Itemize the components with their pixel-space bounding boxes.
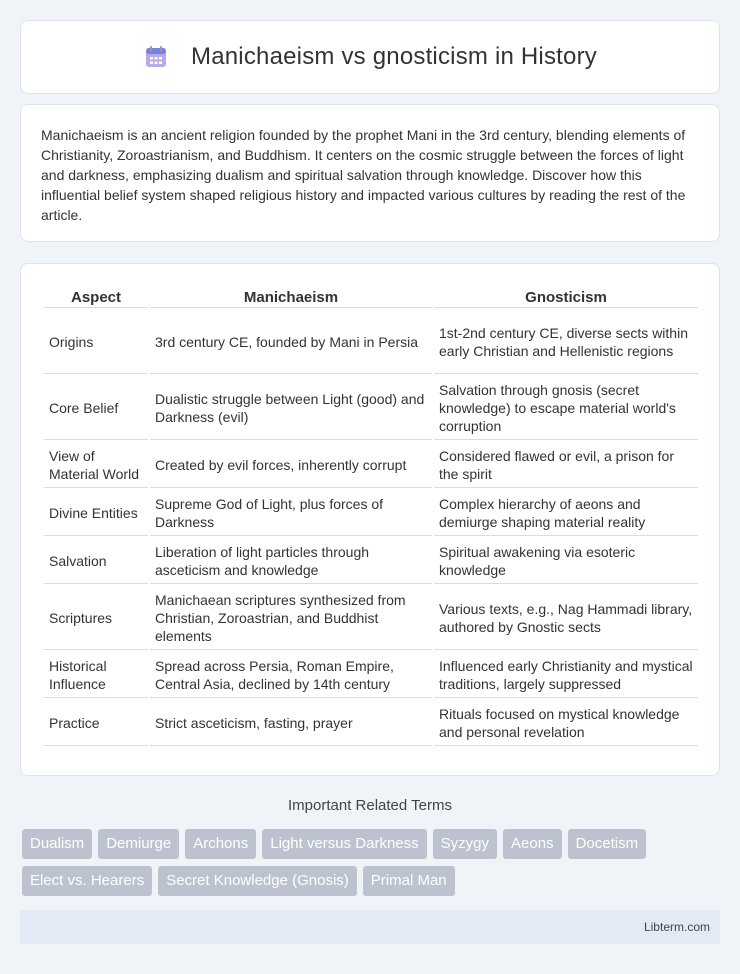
table-cell-manichaeism: Dualistic struggle between Light (good) and Darkness (evil) xyxy=(150,376,432,440)
table-cell-manichaeism: Created by evil forces, inherently corrupt xyxy=(150,442,432,488)
table-cell-aspect: Core Belief xyxy=(44,376,148,440)
calendar-icon xyxy=(143,44,169,70)
table-cell-gnosticism: 1st-2nd century CE, diverse sects within early Christian and Hellenistic regions xyxy=(434,310,698,374)
related-term-tag[interactable]: Dualism xyxy=(22,829,92,859)
footer xyxy=(20,910,720,944)
header-card xyxy=(20,20,720,94)
table-row xyxy=(44,376,698,440)
table-row xyxy=(44,586,698,650)
table-cell-gnosticism: Salvation through gnosis (secret knowledge) to escape material world's corruption xyxy=(434,376,698,440)
comparison-card xyxy=(20,263,720,776)
table-cell-aspect: Practice xyxy=(44,700,148,746)
table-header-row xyxy=(44,286,698,308)
intro-text: Manichaeism is an ancient religion founded by the prophet Mani in the 3rd century, blending elements of Christianity, Zoroastrianism, and Buddhism. It centers on the cosmic struggle between the forces of light and darkness, emphasizing dualism and spiritual salvation through knowledge. Discover how this influential belief system shaped religious history and impacted various cultures by reading the rest of the article. xyxy=(41,127,686,223)
related-term-tag[interactable]: Light versus Darkness xyxy=(262,829,426,859)
column-header-manichaeism: Manichaeism xyxy=(150,286,432,308)
table-row xyxy=(44,442,698,488)
table-cell-aspect: Origins xyxy=(44,310,148,374)
table-row xyxy=(44,310,698,374)
related-term-tag[interactable]: Demiurge xyxy=(98,829,179,859)
related-term-tag[interactable]: Primal Man xyxy=(363,866,455,896)
table-cell-gnosticism: Complex hierarchy of aeons and demiurge shaping material reality xyxy=(434,490,698,536)
comparison-table xyxy=(42,284,700,748)
table-cell-manichaeism: Supreme God of Light, plus forces of Darkness xyxy=(150,490,432,536)
table-row xyxy=(44,490,698,536)
table-cell-aspect: Divine Entities xyxy=(44,490,148,536)
related-terms-list xyxy=(22,829,722,896)
table-cell-aspect: Historical Influence xyxy=(44,652,148,698)
table-cell-aspect: Scriptures xyxy=(44,586,148,650)
table-cell-manichaeism: 3rd century CE, founded by Mani in Persia xyxy=(150,310,432,374)
table-cell-gnosticism: Various texts, e.g., Nag Hammadi library, authored by Gnostic sects xyxy=(434,586,698,650)
column-header-aspect: Aspect xyxy=(44,286,148,308)
related-terms-title: Important Related Terms xyxy=(288,797,452,814)
page-title: Manichaeism vs gnosticism in History xyxy=(191,43,597,70)
table-cell-aspect: View of Material World xyxy=(44,442,148,488)
related-term-tag[interactable]: Docetism xyxy=(568,829,647,859)
table-row xyxy=(44,538,698,584)
table-cell-gnosticism: Considered flawed or evil, a prison for the spirit xyxy=(434,442,698,488)
table-cell-manichaeism: Strict asceticism, fasting, prayer xyxy=(150,700,432,746)
table-cell-gnosticism: Influenced early Christianity and mystical traditions, largely suppressed xyxy=(434,652,698,698)
footer-site-link[interactable]: Libterm.com xyxy=(643,920,710,934)
related-term-tag[interactable]: Archons xyxy=(185,829,256,859)
related-term-tag[interactable]: Secret Knowledge (Gnosis) xyxy=(158,866,357,896)
table-row xyxy=(44,652,698,698)
table-cell-gnosticism: Rituals focused on mystical knowledge and personal revelation xyxy=(434,700,698,746)
table-cell-manichaeism: Manichaean scriptures synthesized from Christian, Zoroastrian, and Buddhist elements xyxy=(150,586,432,650)
table-row xyxy=(44,700,698,746)
related-term-tag[interactable]: Elect vs. Hearers xyxy=(22,866,152,896)
table-cell-manichaeism: Spread across Persia, Roman Empire, Central Asia, declined by 14th century xyxy=(150,652,432,698)
table-cell-gnosticism: Spiritual awakening via esoteric knowledge xyxy=(434,538,698,584)
related-term-tag[interactable]: Syzygy xyxy=(433,829,497,859)
intro-card xyxy=(20,104,720,242)
column-header-gnosticism: Gnosticism xyxy=(434,286,698,308)
table-cell-manichaeism: Liberation of light particles through asceticism and knowledge xyxy=(150,538,432,584)
table-cell-aspect: Salvation xyxy=(44,538,148,584)
related-term-tag[interactable]: Aeons xyxy=(503,829,562,859)
